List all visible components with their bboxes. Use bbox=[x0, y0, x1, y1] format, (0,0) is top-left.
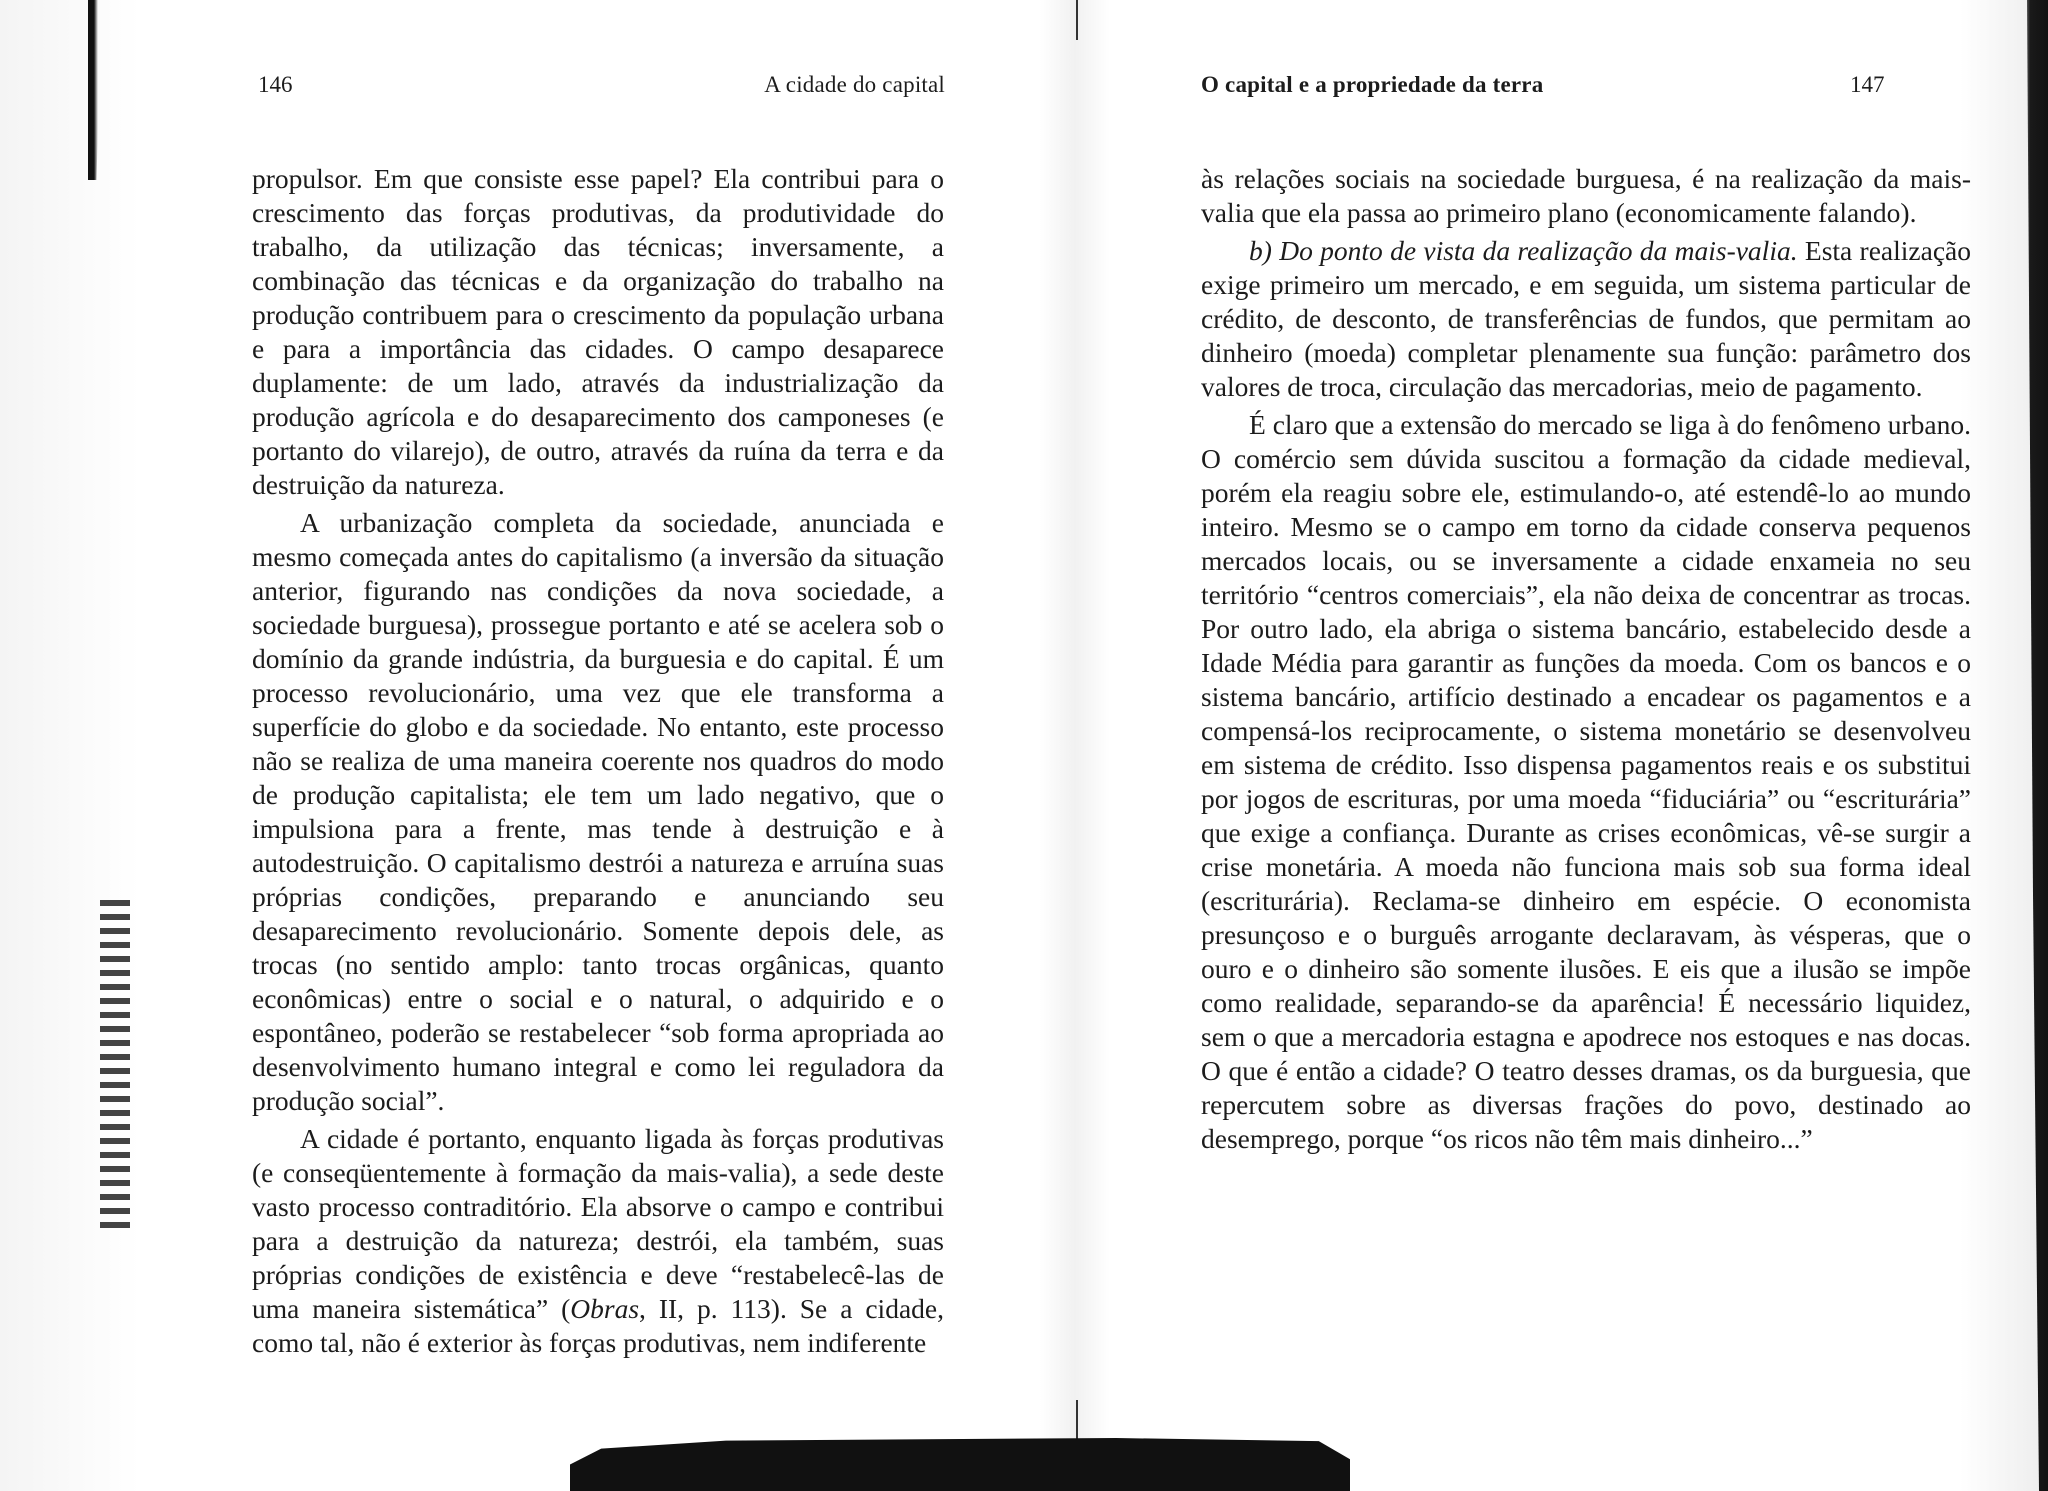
paragraph-text: Esta realização exige primeiro um mercado, e em seguida, um sistema particular de crédito, de desconto, de transferências de fundos, que permitam ao dinheiro (moeda) completar plenamente sua função: parâmetro dos valores de troca, circulação das mercadorias, meio de pagamento. bbox=[1201, 235, 1971, 402]
section-heading: b) Do ponto de vista da realização da mais-valia. bbox=[1249, 235, 1798, 266]
paragraph: A urbanização completa da sociedade, anunciada e mesmo começada antes do capitalismo (a inversão da situação anterior, figurando nas condições da nova sociedade, a sociedade burguesa), prossegue portanto e até se acelera sob o domínio da grande indústria, da burguesia e do capital. É um processo revolucionário, uma vez que ele transforma a superfície do globo e da sociedade. No entanto, este processo não se realiza de uma maneira coerente nos quadros do modo de produção capitalista; ele tem um lado negativo, que o impulsiona para a frente, mas tende à destruição e à autodestruição. O capitalismo destrói a natureza e arruína suas próprias condições, preparando e anunciando seu desaparecimento revolucionário. Somente depois dele, as trocas (no sentido amplo: tanto trocas orgânicas, quanto econômicas) entre o social e o natural, o adquirido e o espontâneo, poderão se restabelecer “sob forma apropriada ao desenvolvimento humano integral e como lei reguladora da produção social”. bbox=[252, 507, 944, 1116]
running-head: A cidade do capital bbox=[764, 72, 945, 97]
paragraph: às relações sociais na sociedade burguesa, é na realização da mais-valia que ela passa ao primeiro plano (economicamente falando). bbox=[1201, 163, 1971, 228]
page-number: 147 bbox=[1850, 72, 1885, 97]
right-page bbox=[1078, 0, 2048, 1491]
body-text bbox=[252, 162, 944, 1360]
paragraph: É claro que a extensão do mercado se liga à do fenômeno urbano. O comércio sem dúvida suscitou a formação da cidade medieval, porém ela reagiu sobre ele, estimulando-o, até estendê-lo ao mundo inteiro. Mesmo se o campo em torno da cidade conserva pequenos mercados locais, ou se inversamente a cidade enxameia no seu território “centros comerciais”, ela não deixa de concentrar as trocas. Por outro lado, ela abriga o sistema bancário, estabelecido desde a Idade Média para garantir as funções da moeda. Com os bancos e o sistema bancário, artifício destinado a encadear os pagamentos e a compensá-los reciprocamente, o sistema monetário se desenvolveu em sistema de crédito. Isso dispensa pagamentos reais e os substitui por jogos de escrituras, por uma moeda “fiduciária” ou “escriturária” que exige a confiança. Durante as crises econômicas, vê-se surgir a crise monetária. A moeda não funciona mais sob sua forma ideal (escriturária). Reclama-se dinheiro em espécie. O economista presunçoso e o burguês arrogante declaravam, às vésperas, que o ouro e o dinheiro são somente ilusões. E eis que a ilusão se impõe como realidade, separando-se da aparência! É necessário liquidez, sem o que a mercadoria estagna e apodrece nos estoques e nas docas. O que é então a cidade? O teatro desses dramas, os da burguesia, que repercutem sobre as diversas frações do povo, destinado ao desemprego, porque “os ricos não têm mais dinheiro...” bbox=[1201, 409, 1971, 1154]
citation-text: , II, p. 113). Se a cidade, como tal, não é exterior às forças produtivas, nem indiferente bbox=[252, 1293, 944, 1358]
running-head: O capital e a propriedade da terra bbox=[1201, 72, 1544, 97]
citation-work-title: Obras bbox=[570, 1293, 640, 1324]
paragraph: A cidade é portanto, enquanto ligada às forças produtivas (e conseqüentemente à formação da mais-valia), a sede deste vasto processo contraditório. Ela absorve o campo e contribui para a destruição da natureza; destrói, ela também, suas próprias condições de existência e deve “restabelecê-las de uma maneira sistemática” (Obras, II, p. 113). Se a cidade, como tal, não é exterior às forças produtivas, nem indiferente bbox=[252, 1123, 944, 1358]
paragraph-text: A cidade é portanto, enquanto ligada às forças produtivas (e conseqüentemente à formação da mais-valia), a sede deste vasto processo contraditório. Ela absorve o campo e contribui para a destruição da natureza; destrói, ela também, suas próprias condições de existência e deve “restabelecê-las de uma maneira sistemática” bbox=[252, 1123, 944, 1324]
paragraph: propulsor. Em que consiste esse papel? Ela contribui para o crescimento das forças produtivas, da produtividade do trabalho, da utilização das técnicas; inversamente, a combinação das técnicas e da organização do trabalho na produção contribuem para o crescimento da população urbana e para a importância das cidades. O campo desaparece duplamente: de um lado, através da industrialização da produção agrícola e do desaparecimento dos camponeses (e portanto do vilarejo), de outro, através da ruína da terra e da destruição da natureza. bbox=[252, 163, 944, 500]
body-text bbox=[1201, 162, 1971, 1156]
paragraph bbox=[1201, 234, 1971, 404]
page-number: 146 bbox=[258, 72, 293, 97]
